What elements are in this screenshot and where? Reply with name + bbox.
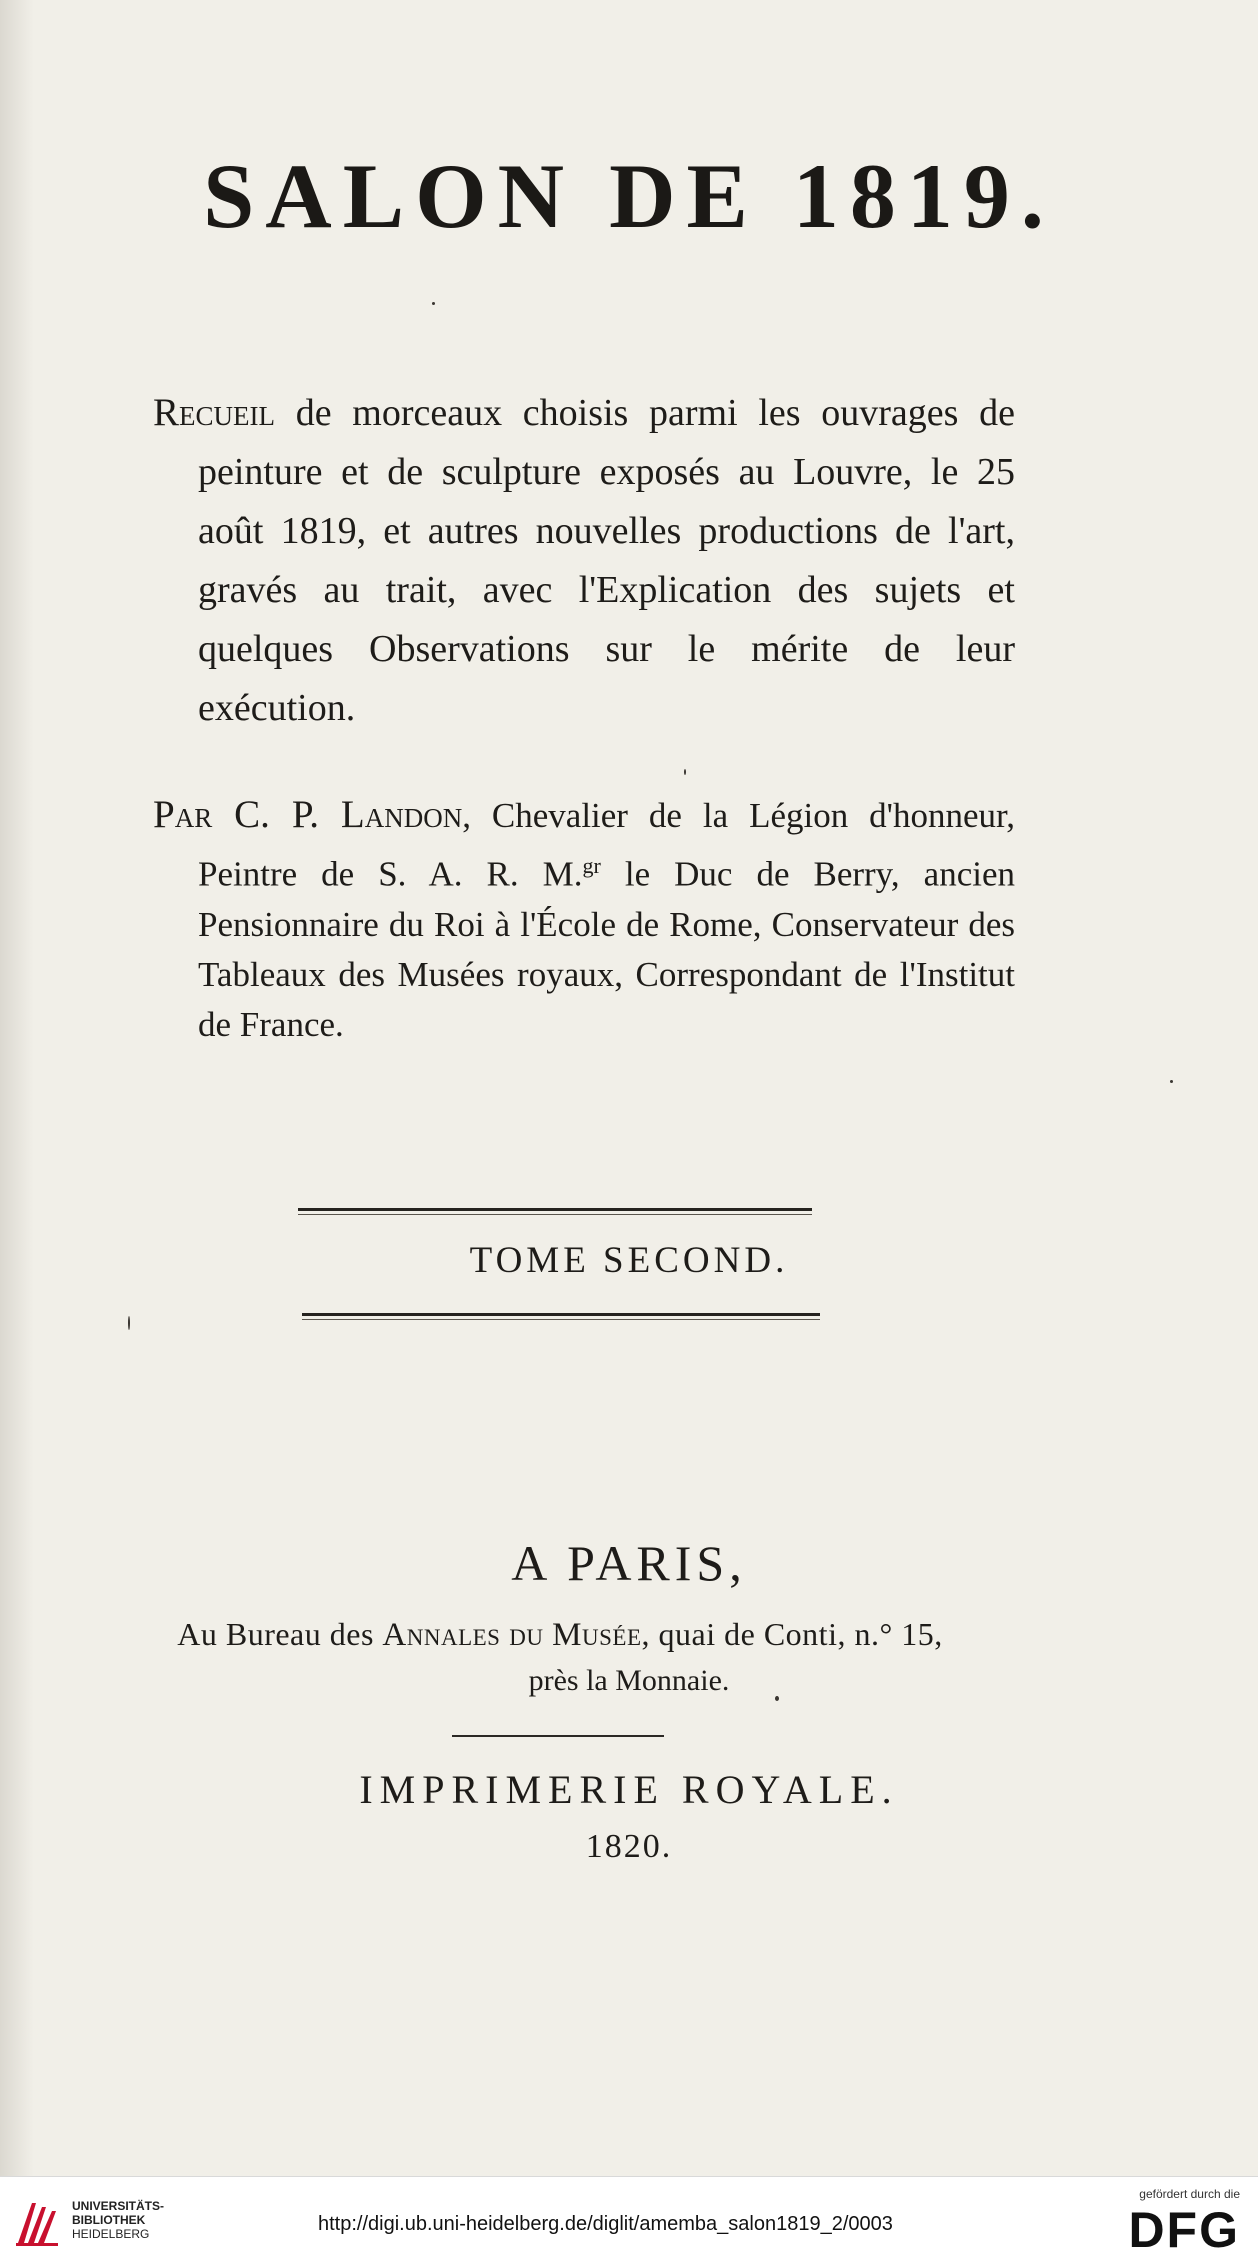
recueil-lead: Recueil bbox=[153, 391, 275, 434]
page-title: SALON DE 1819. bbox=[203, 145, 1055, 247]
double-rule-top bbox=[298, 1208, 812, 1211]
permalink[interactable]: http://digi.ub.uni-heidelberg.de/diglit/amemba_salon1819_2/0003 bbox=[318, 2213, 893, 2235]
publisher-address: près la Monnaie. bbox=[528, 1664, 730, 1697]
publisher-prefix: Au Bureau des bbox=[177, 1616, 383, 1652]
university-library-logo-icon[interactable] bbox=[12, 2197, 62, 2249]
funder-logo[interactable]: DFG bbox=[1128, 2202, 1240, 2258]
publisher-line bbox=[120, 1616, 1000, 1654]
publication-year: 1820. bbox=[585, 1828, 673, 1865]
volume-label: TOME SECOND. bbox=[469, 1240, 789, 1281]
short-rule bbox=[452, 1735, 664, 1737]
author-superscript: gr bbox=[582, 853, 601, 878]
footer-bar bbox=[0, 2176, 1258, 2267]
speck bbox=[128, 1316, 130, 1330]
double-rule-bottom bbox=[302, 1313, 820, 1316]
specks bbox=[432, 302, 435, 305]
speck bbox=[684, 769, 686, 775]
author-text-2: le Duc de Berry, ancien Pensionnaire du Roi à l'École de Rome, Conservateur des Tableaux des Musées royaux, Correspondant de l'Institut de France. bbox=[198, 854, 1015, 1044]
author-text-1: , Chevalier de la Légion d'honneur, Peintre de S. A. R. M. bbox=[198, 796, 1015, 894]
author-lead: Par C. P. Landon bbox=[153, 793, 463, 836]
publisher-suffix: , quai de Conti, n.° 15, bbox=[641, 1616, 943, 1652]
speck bbox=[1170, 1080, 1173, 1083]
institution-line-1: UNIVERSITÄTS- bbox=[72, 2199, 165, 2213]
institution-name bbox=[72, 2199, 164, 2241]
recueil-paragraph bbox=[153, 383, 1015, 738]
funding-note: gefördert durch die bbox=[1139, 2187, 1240, 2201]
publisher-name: Annales du Musée bbox=[382, 1617, 642, 1653]
author-paragraph bbox=[153, 790, 1015, 1050]
printer-name: IMPRIMERIE ROYALE. bbox=[359, 1767, 899, 1812]
institution-line-2: BIBLIOTHEK bbox=[72, 2213, 146, 2227]
recueil-text: de morceaux choisis parmi les ouvrages de peinture et de sculpture exposés au Louvre, le 25 août 1819, et autres nouvelles productions de l'art, gravés au trait, avec l'Explication des sujets et quelques Observations sur le mérite de leur exécution. bbox=[198, 392, 1015, 729]
place-of-publication: A PARIS, bbox=[511, 1535, 747, 1591]
institution-line-3: HEIDELBERG bbox=[72, 2227, 150, 2241]
speck bbox=[775, 1696, 779, 1701]
